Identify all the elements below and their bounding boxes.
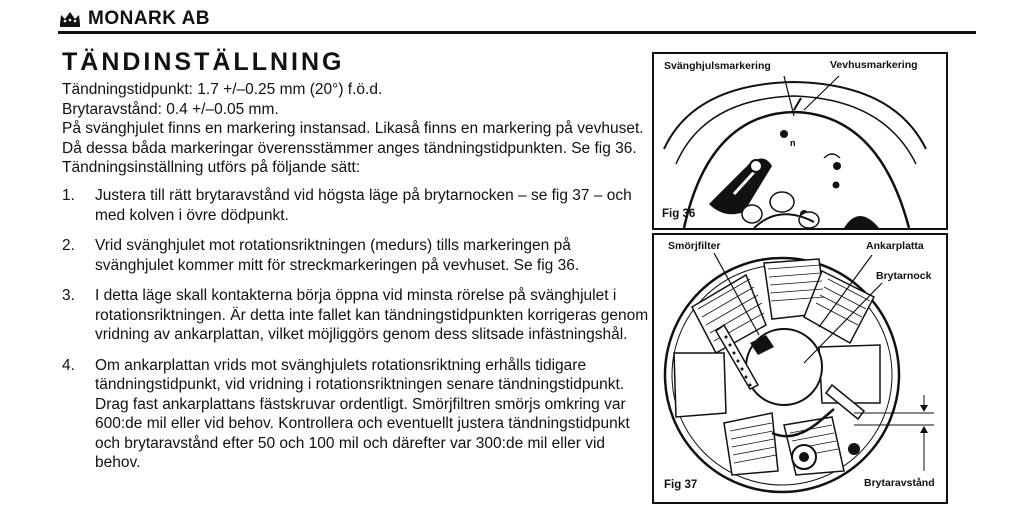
step-item bbox=[62, 186, 652, 225]
step-text: Vrid svänghjulet mot rotationsriktningen (medurs) tills markeringen på svänghjulet kommer mitt för streckmarkeringen på vevhuset. Se fig 36. bbox=[95, 237, 580, 274]
step-number: 1. bbox=[62, 187, 75, 204]
page-title: TÄNDINSTÄLLNING bbox=[62, 48, 345, 76]
lubrication-filter-label: Smörjfilter bbox=[668, 240, 721, 252]
figure-37-number: Fig 37 bbox=[664, 479, 698, 491]
step-item bbox=[62, 356, 652, 473]
figure-36 bbox=[652, 52, 948, 230]
breaker-cam-label: Brytarnock bbox=[876, 270, 932, 282]
figure-37 bbox=[652, 233, 948, 504]
step-item bbox=[62, 236, 652, 275]
step-text: I detta läge skall kontakterna börja öppna vid minsta rörelse på svänghjulet i rotationsriktningen. Är detta inte fallet kan tändningstidpunkten korrigeras genom vridning av ankarplattan, vilket möjliggörs genom dess slitsade infästningshål. bbox=[95, 287, 649, 343]
step-text: Justera till rätt brytaravstånd vid högsta läge på brytarnocken – se fig 37 – och med kolven i övre dödpunkt. bbox=[95, 187, 632, 224]
step-number: 4. bbox=[62, 356, 75, 374]
armature-plate-label: Ankarplatta bbox=[866, 240, 924, 252]
crown-logo-icon bbox=[58, 10, 82, 28]
svg-text:n: n bbox=[790, 138, 796, 148]
step-number: 3. bbox=[62, 287, 75, 304]
intro-text bbox=[62, 80, 647, 178]
brand-name: MONARK AB bbox=[88, 8, 211, 29]
figure-36-number: Fig 36 bbox=[662, 208, 696, 220]
procedure-steps bbox=[62, 186, 652, 484]
ignition-timing-spec: Tändningstidpunkt: 1.7 +/–0.25 mm (20°) f.ö.d. bbox=[62, 81, 383, 98]
flywheel-mark-label: Svänghjulsmarkering bbox=[664, 60, 771, 72]
header-rule bbox=[58, 31, 976, 34]
step-number: 2. bbox=[62, 237, 75, 254]
step-text: Om ankarplattan vrids mot svänghjulets rotationsriktning erhålls tidigare tändningstidpunkt, vid vridning i rotationsriktningen senare tändningstidpunkt. Drag fast ankarplattans fästskruvar ordentligt. Smörjfiltren smörjs omkring var 600:de mil eller vid behov. Kontrollera och eventuellt justera tändningstidpunkt och brytaravstånd efter 50 och 100 mil och därefter var 300:de mil eller vid behov. bbox=[95, 356, 630, 471]
crankcase-mark-label: Vevhusmarkering bbox=[830, 59, 918, 71]
flywheel-illustration bbox=[654, 54, 946, 228]
intro-paragraph: På svänghjulet finns en markering instansad. Likaså finns en markering på vevhuset. Då dessa båda markeringar överensstämmer anges tändningstidpunkten. Se fig 36. Tändningsinställning utförs på följande sätt: bbox=[62, 120, 644, 176]
step-item bbox=[62, 286, 652, 345]
breaker-gap-label: Brytaravstånd bbox=[864, 477, 935, 489]
brand-header bbox=[58, 8, 210, 30]
breaker-gap-spec: Brytaravstånd: 0.4 +/–0.05 mm. bbox=[62, 100, 279, 118]
